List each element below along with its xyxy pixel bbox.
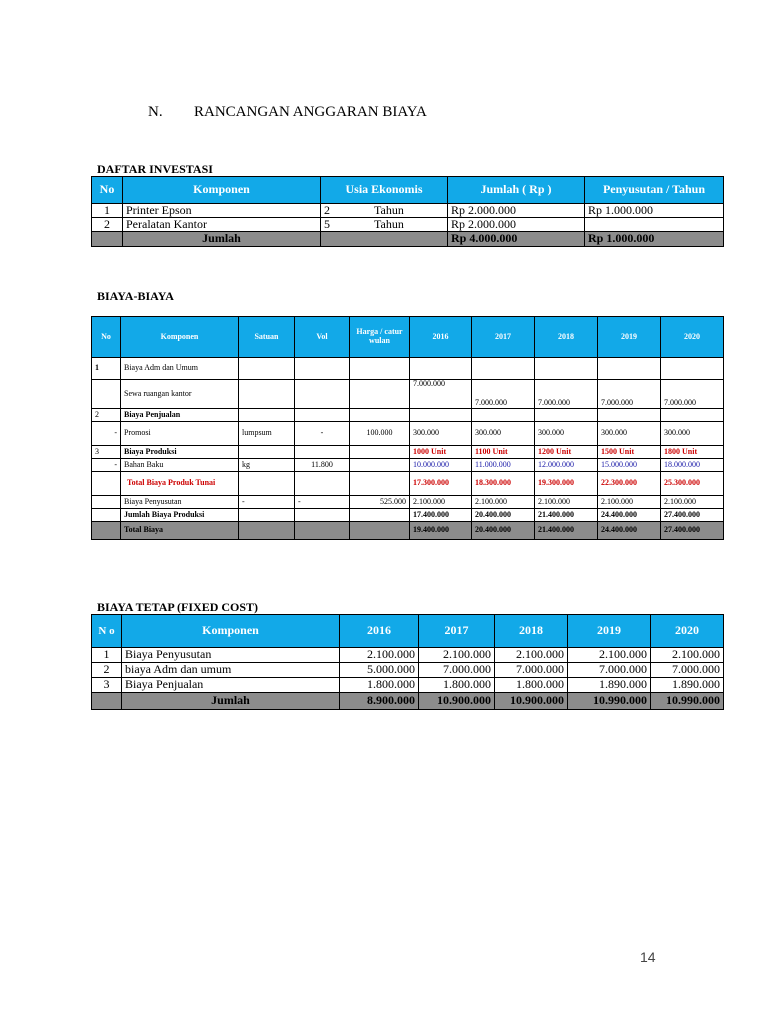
header-2020: 2020 [661, 317, 724, 358]
header-2019: 2019 [568, 615, 651, 648]
header-2016: 2016 [410, 317, 472, 358]
investasi-title: DAFTAR INVESTASI [97, 162, 213, 176]
header-no: No [92, 177, 123, 204]
header-vol: Vol [295, 317, 350, 358]
page-number: 14 [640, 949, 656, 965]
header-2016: 2016 [340, 615, 419, 648]
table-row: 1 Printer Epson 2 Tahun Rp 2.000.000 Rp 1.000.000 [92, 204, 724, 218]
table-row: - Bahan Baku kg 11.800 10.000.000 11.000.000 12.000.000 15.000.000 18.000.000 [92, 459, 724, 472]
header-2018: 2018 [535, 317, 598, 358]
biaya-title: BIAYA-BIAYA [97, 289, 174, 303]
header-jumlah: Jumlah ( Rp ) [448, 177, 585, 204]
investasi-header-row [92, 177, 724, 204]
table-row: Total Biaya Produk Tunai 17.300.000 18.300.000 19.300.000 22.300.000 25.300.000 [92, 472, 724, 496]
table-row: 2 biaya Adm dan umum 5.000.000 7.000.000 7.000.000 7.000.000 7.000.000 [92, 663, 724, 678]
table-row: 2 Biaya Penjualan [92, 409, 724, 422]
header-harga: Harga / catur wulan [350, 317, 410, 358]
table-row: Jumlah Biaya Produksi 17.400.000 20.400.000 21.400.000 24.400.000 27.400.000 [92, 509, 724, 522]
header-2019: 2019 [598, 317, 661, 358]
table-row: 2 Peralatan Kantor 5 Tahun Rp 2.000.000 [92, 218, 724, 232]
investasi-total-row: Jumlah Rp 4.000.000 Rp 1.000.000 [92, 232, 724, 246]
table-row: 1 Biaya Adm dan Umum [92, 358, 724, 380]
table-row: - Promosi lumpsum - 100.000 300.000 300.000 300.000 300.000 300.000 [92, 422, 724, 446]
header-usia: Usia Ekonomis [321, 177, 448, 204]
header-komponen: Komponen [123, 177, 321, 204]
table-row: 3 Biaya Produksi 1000 Unit 1100 Unit 1200 Unit 1500 Unit 1800 Unit [92, 446, 724, 459]
header-2017: 2017 [419, 615, 495, 648]
section-title: RANCANGAN ANGGARAN BIAYA [194, 104, 427, 120]
header-2017: 2017 [472, 317, 535, 358]
header-2020: 2020 [651, 615, 724, 648]
header-komponen: Komponen [122, 615, 340, 648]
tetap-header-row [92, 615, 724, 648]
header-no: No [92, 317, 121, 358]
investasi-table [91, 176, 724, 247]
tetap-total-row: Jumlah 8.900.000 10.900.000 10.900.000 10.990.000 10.990.000 [92, 693, 724, 710]
tetap-title: BIAYA TETAP (FIXED COST) [97, 600, 259, 614]
header-penyusutan: Penyusutan / Tahun [585, 177, 724, 204]
table-row: Sewa ruangan kantor 7.000.000 7.000.000 7.000.000 7.000.000 7.000.000 [92, 380, 724, 409]
header-komponen: Komponen [121, 317, 239, 358]
tetap-table [91, 614, 724, 710]
table-row: 3 Biaya Penjualan 1.800.000 1.800.000 1.800.000 1.890.000 1.890.000 [92, 678, 724, 693]
biaya-total-row: Total Biaya 19.400.000 20.400.000 21.400.000 24.400.000 27.400.000 [92, 522, 724, 540]
header-2018: 2018 [495, 615, 568, 648]
header-no: N o [92, 615, 122, 648]
biaya-table [91, 316, 724, 540]
table-row: Biaya Penyusutan - - 525.000 2.100.000 2.100.000 2.100.000 2.100.000 2.100.000 [92, 496, 724, 509]
header-satuan: Satuan [239, 317, 295, 358]
section-number: N. [148, 104, 163, 120]
biaya-header-row [92, 317, 724, 358]
table-row: 1 Biaya Penyusutan 2.100.000 2.100.000 2.100.000 2.100.000 2.100.000 [92, 648, 724, 663]
